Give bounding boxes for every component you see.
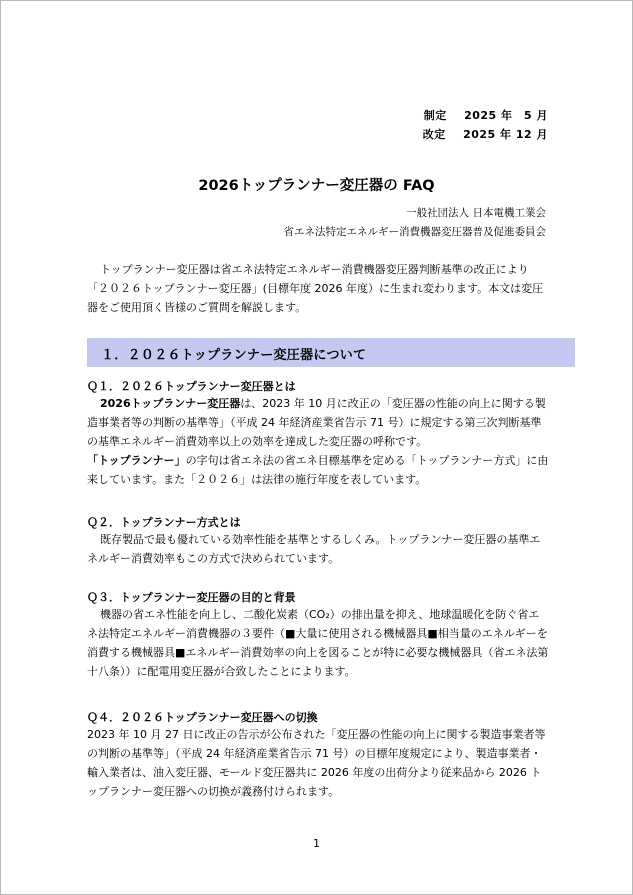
- intro-paragraph: [87, 260, 549, 317]
- enacted-label: 制定: [423, 109, 447, 122]
- page-number: 1: [313, 837, 320, 850]
- q1-heading: Ｑ１．２０２６トップランナー変圧器とは: [87, 380, 296, 393]
- intro-text-2: (目標年度 2026 年度）に生まれ変わります。本文は変圧器をご使用頂く皆様のご質問を解説します。: [87, 282, 544, 314]
- q1-text-1: は、2023 年 10 月に改正の「変圧器の性能の向上に関する製造事業者等の判断の基準等」（平成 24 年経済産業省告示 71 号）に規定する第三次判断基準の基準エネルギー消費効率以上の効率を達成した変圧器の呼称です。: [87, 397, 546, 448]
- organization-name: 一般社団法人 日本電機工業会: [406, 207, 546, 219]
- document-title: 2026トップランナー変圧器の FAQ: [198, 178, 435, 194]
- q1-text-2: の字句は省エネ法の省エネ目標基準を定める「トップランナー方式」に由来しています。また「２０２６」は法律の施行年度を表しています。: [87, 454, 549, 486]
- enacted-date-line: [424, 107, 548, 123]
- q2-answer: 既存製品で最も優れている効率性能を基準とするしくみ。トップランナー変圧器の基準エネルギー消費効率もこの方式で決められています。: [87, 533, 541, 565]
- q4-heading: Ｑ４．２０２６トップランナー変圧器への切換: [87, 711, 318, 724]
- section-title: １．２０２６トップランナー変圧器について: [101, 348, 367, 363]
- enacted-date: 2025 年 5 月: [464, 109, 548, 122]
- revised-date: 2025 年 12 月: [463, 128, 548, 141]
- committee-name: 省エネ法特定エネルギー消費機器変圧器普及促進委員会: [283, 226, 546, 238]
- q4-answer: 2023 年 10 月 27 日に改正の告示が公布された「変圧器の性能の向上に関する製造事業者等の判断の基準等」（平成 24 年経済産業省告示 71 号）の目標年度規定により、製造事業者・輸入業者は、油入変圧器、モールド変圧器共に 2026 年度の出荷分より従来品から 2026 トップランナー変圧器への切換が義務付けられます。: [87, 728, 546, 798]
- section-heading-bar: [87, 338, 575, 367]
- revised-label: 改定: [422, 128, 446, 141]
- intro-text-1: トップランナー変圧器は省エネ法特定エネルギー消費機器変圧器判断基準の改正により: [100, 263, 529, 276]
- q3-answer: 機器の省エネ性能を向上し、二酸化炭素（CO₂）の排出量を抑え、地球温暖化を防ぐ省エネ法特定エネルギー消費機器の３要件（■大量に使用される機械器具■相当量のエネルギーを消費する機械器具■エネルギー消費効率の向上を図ることが特に必要な機械器具（省エネ法第十八条））に配電用変圧器が合致したことによります。: [87, 608, 549, 678]
- q2-heading: Ｑ２．トップランナー方式とは: [87, 516, 241, 529]
- q1-term: 2026トップランナー変圧器: [100, 397, 241, 410]
- intro-product-name: 「２０２６トップランナー変圧器」: [87, 282, 263, 295]
- revised-date-line: [423, 126, 548, 142]
- q1-term-2: 「トップランナー」: [87, 454, 186, 467]
- q1-answer: [87, 394, 549, 489]
- q3-heading: Ｑ３．トップランナー変圧器の目的と背景: [87, 591, 296, 604]
